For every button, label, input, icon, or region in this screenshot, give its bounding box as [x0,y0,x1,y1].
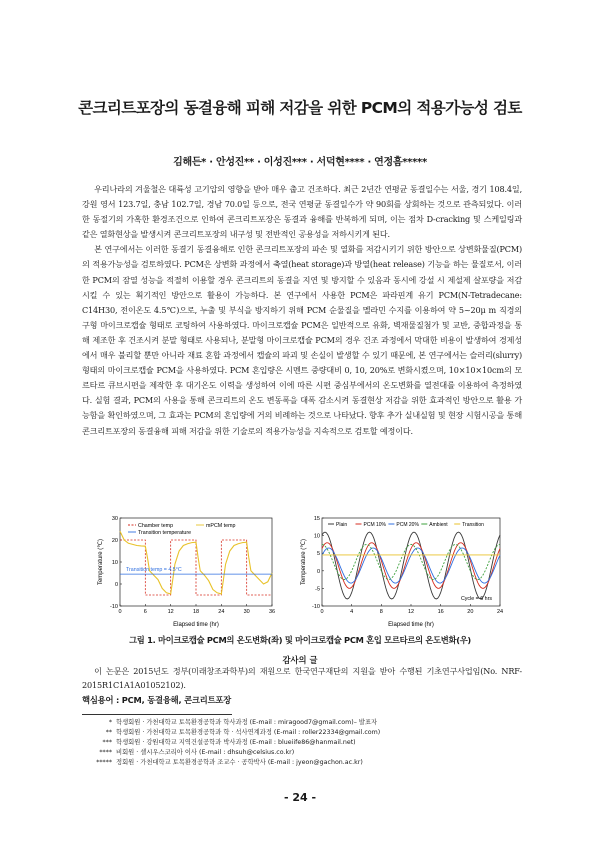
x-tick-label: 12 [407,609,415,615]
footnote-5: ***** 정회원 · 가천대학교 토목환경공학과 조교수 · 공학박사 (E-mail : jyeon@gachon.ac.kr) [96,759,363,767]
y-tick-label: -5 [315,586,320,593]
y-tick-label: 0 [114,582,118,588]
keywords: 핵심용어 : PCM, 동결융해, 콘크리트포장 [82,695,232,705]
author-list: 김해든* · 안성진** · 이성진*** · 서덕현**** · 연정흠***** [173,157,427,168]
footnote-3: *** 학생회원 · 강원대학교 지역건설공학과 박사과정 (E-mail : blueiife86@hanmail.net) [102,739,356,747]
y-tick-label: -10 [110,604,118,610]
x-tick-label: 18 [192,609,200,615]
chart-left-xlabel: Elapsed time (hr) [173,622,219,628]
legend-label-2: PCM 10% [363,522,387,528]
x-tick-label: 30 [243,609,250,615]
x-tick-label: 4 [350,609,354,615]
x-tick-label: 36 [268,609,276,615]
y-tick-label: 10 [313,533,320,540]
x-tick-label: 16 [437,609,444,615]
x-tick-label: 24 [496,609,504,615]
y-tick-label: 15 [313,516,320,522]
legend-label-3: Transition temperature [138,530,192,536]
chart-right-frame [322,518,500,606]
paragraph-2: 본 연구에서는 이러한 동결기 동결융해로 인한 콘크리트포장의 파손 및 열화를 저감시키기 위한 방안으로 상변화물질(PCM)의 적용가능성을 검토하였다. PCM은 상변화 과정에서 축열(heat storage)과 방열(heat release) 기능을 하는 물질로서, 이러한 PCM의 잠열 성능을 적절히 이용할 경우 콘크리트의 동결을 지연 및 방지할 수 있음과 동시에 강설 시 제설제 살포량을 저감시킬 수 있는 획기적인 방안으로 활용이 가능하다. 본 연구에서 사용한 PCM은 파라핀계 유기 PCM(N-Tetradecane: C14H30, 전이온도 4.5℃)으로, 누출 및 부식을 방지하기 위해 PCM 순물질을 멜라민 수지를 이용하여 약 5~20μ m 직경의 구형 마이크로캡슐 형태로 코팅하여 사용하였다. 마이크로캡슐 PCM은 일반적으로 유화, 벽재물질첨가 및 교반, 중합과정을 통해 제조한 후 건조시켜 분말 형태로 사용되나, 분말형 마이크로캡슐 PCM의 경우 건조 과정에서 막대한 비용이 발생하여 경제성에서 매우 불리할 뿐만 아니라 재료 혼합 과정에서 캡슐의 파괴 및 손실이 발생할 수 있기 때문에, 본 연구에서는 슬러리(slurry) 형태의 마이크로캡슐 PCM을 사용하였다. PCM 혼입량은 시멘트 중량대비 0, 10, 20%로 변화시켰으며, 10×10×10cm의 모르타르 큐브시편을 제작한 후 대기온도 이력을 생성하여 이에 따른 시편 중심부에서의 온도변화를 열전대를 이용하여 측정하였다. 실험 결과, PCM의 사용을 통해 콘크리트의 온도 변동폭을 대폭 감소시켜 동결현상 저감을 위한 효과적인 방안으로 활용 가능함을 확인하였으며, 그 효과는 PCM의 혼입량에 거의 비례하는 것으로 나타났다. 향후 추가 실내실험 및 현장 시험시공을 통해 콘크리트포장의 동결융해 피해 저감을 위한 기술로의 적용가능성을 지속적으로 검토할 예정이다. [82,244,522,436]
footnote-2: ** 학생회원 · 가천대학교 토목환경공학과 학 · 석사연계과정 (E-mail : roller22334@gmail.com) [105,729,381,737]
legend-label-3: PCM 20% [396,522,419,528]
legend-label-5: Transition [462,522,484,528]
x-tick-label: 0 [118,609,122,615]
series-line-3 [322,548,500,583]
x-tick-label: 8 [379,609,383,615]
paper-title: 콘크리트포장의 동결융해 피해 저감을 위한 PCM의 적용가능성 검토 [78,99,522,117]
figure-caption: 그림 1. 마이크로캡슐 PCM의 온도변화(좌) 및 마이크로캡슐 PCM 혼입 모르타르의 온도변화(우) [129,635,471,645]
x-tick-label: 0 [320,609,324,615]
x-tick-label: 20 [467,609,474,615]
footnote-4: **** 비회원 · 셀시우스코리아 이사 (E-mail : dhsuh@celsius.co.kr) [99,749,295,757]
legend-label-2: mPCM temp [206,523,236,529]
y-tick-label: 20 [111,538,118,544]
cycle-annotation: Cycle = 6 hrs [460,596,492,602]
figure-right [296,510,506,634]
page-number: - 24 - [283,791,317,804]
abstract-body [82,182,522,439]
transition-temp-annotation: Transition temp = 4.5°C [126,567,182,574]
chart-right-xlabel: Elapsed time (hr) [388,622,434,628]
y-tick-label: 0 [316,568,320,575]
chart-left-svg [92,510,282,630]
y-tick-label: 30 [111,516,118,522]
x-tick-label: 24 [218,609,225,615]
acknowledgment-heading: 감사의 글 [282,655,318,665]
figure-left [92,510,282,634]
legend-label-1: Chamber temp [138,523,174,529]
legend-label-4: Ambient [429,522,448,528]
chart-left-ylabel: Temperature (℃) [98,538,104,586]
acknowledgment-text: 이 논문은 2015년도 정부(미래창조과학부)의 재원으로 한국연구재단의 지원을 받아 수행된 기초연구사업임(No. NRF-2015R1C1A1A01052102). [82,666,522,690]
footnote-1: * 학생회원 · 가천대학교 토목환경공학과 학사과정 (E-mail : miragood7@gmail.com)– 발표자 [108,719,378,726]
paragraph-1: 우리나라의 겨울철은 대륙성 고기압의 영향을 받아 매우 춥고 건조하다. 최근 2년간 연평균 동결일수는 서울, 경기 108.4일, 강원 영서 123.7일, 충남 102.7일, 경남 70.0일 등으로, 전국 연평균 동결일수가 약 90회를 상회하는 것으로 관측되었다. 이러한 동절기의 가혹한 환경조건으로 인하여 콘크리트포장은 동결과 융해를 반복하게 되며, 이는 점차 D-cracking 및 스케일링과 같은 열화현상을 발생시켜 콘크리트포장의 내구성 및 전반적인 공용성을 저하시키게 된다. [82,184,522,240]
y-tick-label: 5 [316,551,320,558]
legend-label-1: Plain [336,522,348,528]
x-tick-label: 12 [167,609,174,615]
x-tick-label: 6 [143,609,147,615]
chart-right-ylabel: Temperature (℃) [301,538,307,586]
footnote-divider [82,714,232,715]
y-tick-label: -10 [312,604,320,610]
y-tick-label: 10 [111,560,118,566]
footnotes [82,718,542,768]
chart-right-svg [296,510,506,630]
